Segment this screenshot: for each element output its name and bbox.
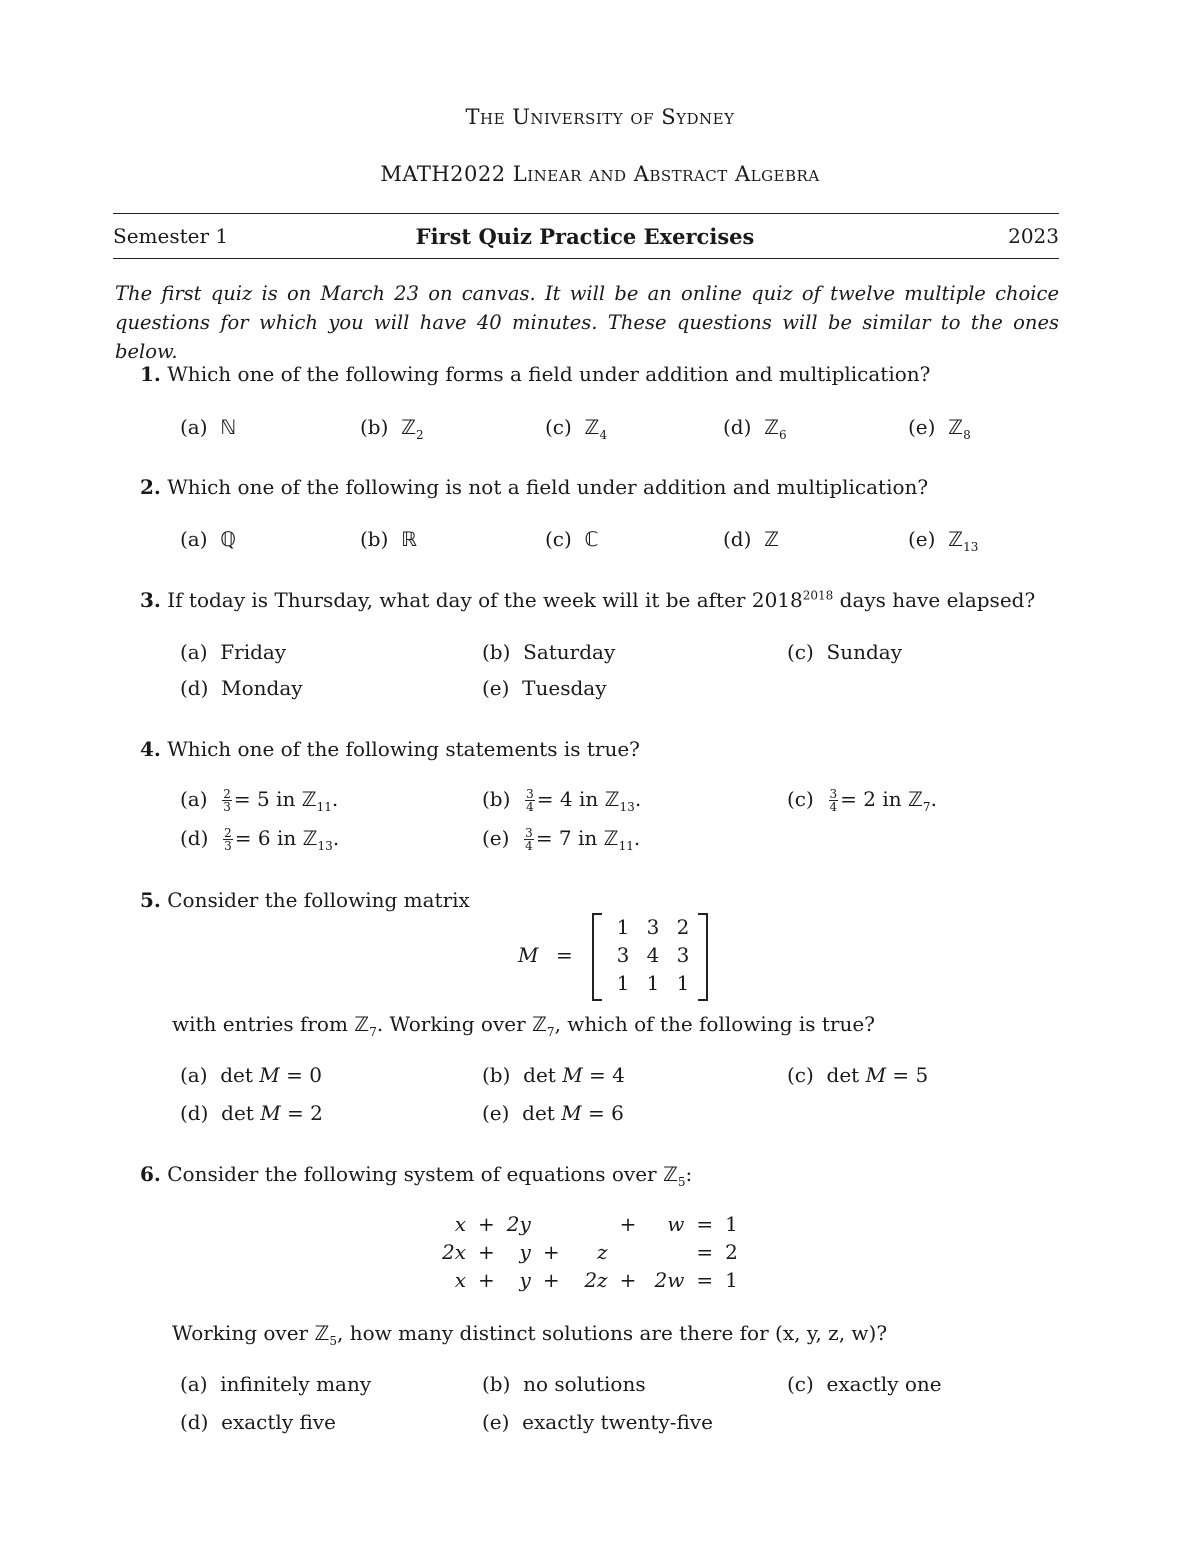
matrix-cell: 3: [676, 943, 690, 967]
header-rule-top: [113, 213, 1059, 214]
q4-option-c[interactable]: (c) $\frac{3}{4}$ = 2 in ℤ$_7$.: [787, 787, 937, 814]
question-1: [140, 362, 930, 386]
q4-option-a[interactable]: (a) $\frac{2}{3}$ = 5 in ℤ$_{11}$.: [180, 787, 339, 814]
q1-option-a[interactable]: (a) ℕ: [180, 415, 237, 439]
course-title: MATH2022 Linear and Abstract Algebra: [380, 162, 820, 186]
equation-system: [436, 1210, 744, 1294]
right-bracket: [698, 913, 708, 1001]
question-text: If today is Thursday, what day of the week will it be after 2018: [167, 588, 803, 612]
equation-row: x + y + 2z + 2w = 1: [454, 1268, 738, 1292]
q6-option-d[interactable]: (d) exactly five: [180, 1410, 336, 1434]
question-text: Consider the following matrix: [167, 888, 470, 912]
question-text: Which one of the following forms a field under addition and multiplication?: [167, 362, 931, 386]
question-number: 5.: [140, 888, 161, 912]
matrix-row: [608, 971, 698, 995]
matrix-name: M: [518, 943, 539, 967]
q2-option-c[interactable]: (c) ℂ: [545, 527, 599, 551]
university-name: The University of Sydney: [465, 105, 735, 129]
q6-followup: Working over ℤ$_5$, how many distinct solutions are there for (x, y, z, w)?: [172, 1321, 888, 1348]
q4-option-b[interactable]: (b) $\frac{3}{4}$ = 4 in ℤ$_{13}$.: [482, 787, 642, 814]
question-text: Consider the following system of equations over: [167, 1162, 663, 1186]
q5-option-c[interactable]: (c) det M = 5: [787, 1063, 929, 1087]
question-number: 6.: [140, 1162, 161, 1186]
left-bracket: [592, 913, 602, 1001]
matrix-cell: 3: [646, 915, 660, 939]
question-2: [140, 475, 928, 499]
q2-option-b[interactable]: (b) ℝ: [360, 527, 417, 551]
intro-paragraph: The first quiz is on March 23 on canvas. It will be an online quiz of twelve multiple choice questions for which you will have 40 minutes. These questions will be similar to the ones below.: [115, 282, 1059, 363]
question-text: Which one of the following statements is true?: [167, 737, 640, 761]
q4-option-e[interactable]: (e) $\frac{3}{4}$ = 7 in ℤ$_{11}$.: [482, 826, 641, 853]
q5-option-b[interactable]: (b) det M = 4: [482, 1063, 625, 1087]
question-number: 2.: [140, 475, 161, 499]
year-label: 2023: [1008, 224, 1059, 248]
question-4: [140, 737, 640, 761]
q5-option-a[interactable]: (a) det M = 0: [180, 1063, 322, 1087]
question-number: 1.: [140, 362, 161, 386]
matrix-equals: =: [556, 943, 573, 967]
matrix-row: [608, 915, 698, 939]
q5-option-d[interactable]: (d) det M = 2: [180, 1101, 323, 1125]
matrix-row: [608, 943, 698, 967]
q6-option-b[interactable]: (b) no solutions: [482, 1372, 646, 1396]
q1-option-d[interactable]: (d) ℤ$_6$: [723, 415, 787, 442]
matrix-cell: 1: [646, 971, 660, 995]
q6-option-c[interactable]: (c) exactly one: [787, 1372, 942, 1396]
matrix-cell: 3: [616, 943, 630, 967]
q4-option-d[interactable]: (d) $\frac{2}{3}$ = 6 in ℤ$_{13}$.: [180, 826, 340, 853]
q6-option-a[interactable]: (a) infinitely many: [180, 1372, 372, 1396]
header-rule-bottom: [113, 258, 1059, 259]
q2-option-d[interactable]: (d) ℤ: [723, 527, 780, 551]
question-text-end: days have elapsed?: [833, 588, 1036, 612]
matrix-cell: 1: [616, 971, 630, 995]
q1-option-b[interactable]: (b) ℤ$_2$: [360, 415, 424, 442]
question-text: Which one of the following is not a field under addition and multiplication?: [167, 475, 929, 499]
q3-option-d[interactable]: (d) Monday: [180, 676, 303, 700]
q1-option-e[interactable]: (e) ℤ$_8$: [908, 415, 971, 442]
q3-option-b[interactable]: (b) Saturday: [482, 640, 616, 664]
q5-followup: with entries from ℤ$_7$. Working over ℤ$_7$, which of the following is true?: [172, 1012, 875, 1039]
question-number: 4.: [140, 737, 161, 761]
matrix-cell: 2: [676, 915, 690, 939]
document-title: First Quiz Practice Exercises: [415, 224, 755, 249]
q3-option-c[interactable]: (c) Sunday: [787, 640, 903, 664]
question-6: 6. Consider the following system of equations over ℤ$_5$:: [140, 1162, 693, 1189]
question-number: 3.: [140, 588, 161, 612]
matrix-cell: 1: [616, 915, 630, 939]
exponent: 2018: [802, 588, 834, 603]
q2-option-a[interactable]: (a) ℚ: [180, 527, 236, 551]
equation-row: x + 2y + w = 1: [454, 1212, 738, 1236]
q1-option-c[interactable]: (c) ℤ$_4$: [545, 415, 608, 442]
q3-option-e[interactable]: (e) Tuesday: [482, 676, 607, 700]
q3-option-a[interactable]: (a) Friday: [180, 640, 287, 664]
question-5: [140, 888, 470, 912]
equation-row: 2x + y + z = 2: [442, 1240, 738, 1264]
q2-option-e[interactable]: (e) ℤ$_{13}$: [908, 527, 979, 554]
q5-option-e[interactable]: (e) det M = 6: [482, 1101, 624, 1125]
question-3: [140, 588, 1035, 612]
matrix-m: [592, 913, 708, 1001]
matrix-cell: 1: [676, 971, 690, 995]
matrix-cell: 4: [646, 943, 660, 967]
q6-option-e[interactable]: (e) exactly twenty-five: [482, 1410, 713, 1434]
semester-label: Semester 1: [113, 224, 229, 248]
